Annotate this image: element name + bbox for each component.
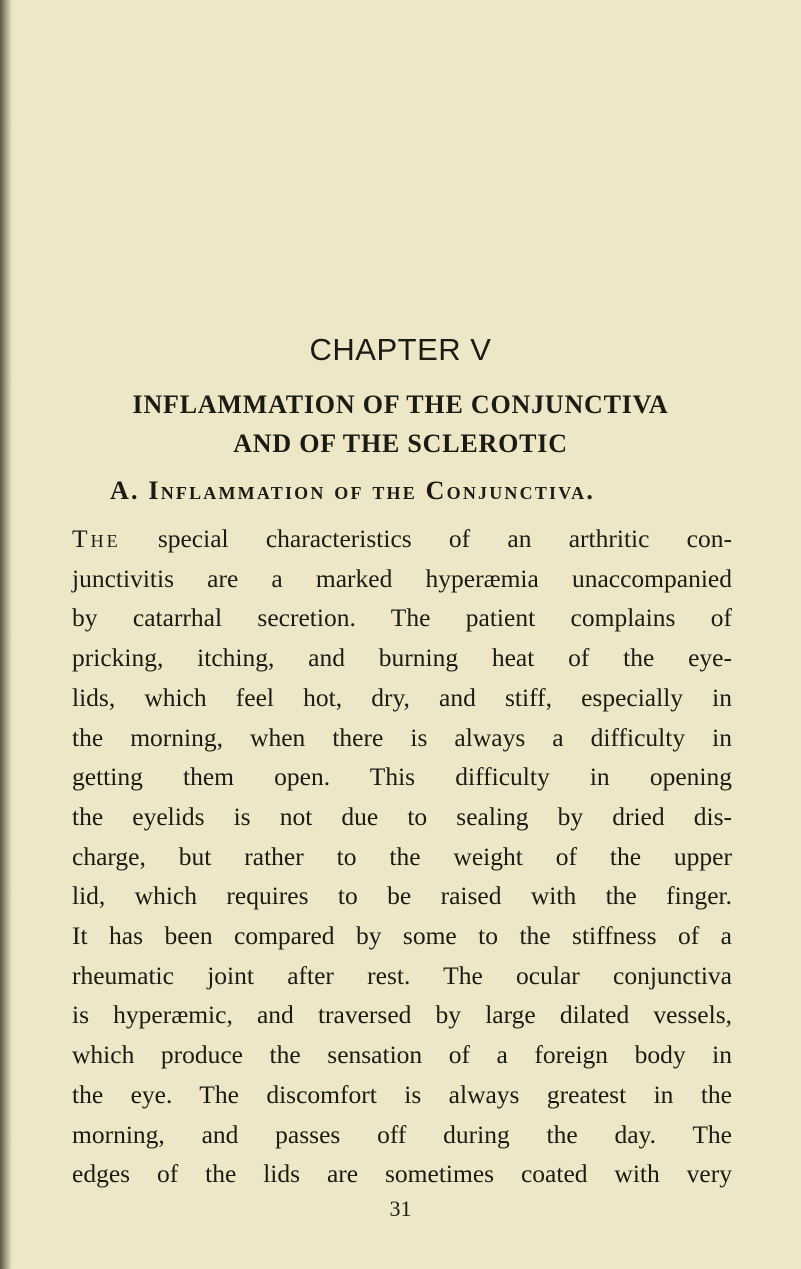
body-line: lids, which feel hot, dry, and stiff, especially in <box>72 682 732 712</box>
body-line: It has been compared by some to the stiffness of a <box>72 921 732 951</box>
body-line: morning, and passes off during the day. The <box>72 1119 732 1149</box>
chapter-title: CHAPTER V <box>309 332 492 367</box>
body-line: edges of the lids are sometimes coated with very <box>72 1159 732 1189</box>
body-line: junctivitis are a marked hyperæmia unaccompanied <box>72 563 732 593</box>
body-line: which produce the sensation of a foreign body in <box>72 1040 732 1070</box>
body-line: pricking, itching, and burning heat of the eye- <box>72 643 732 673</box>
body-line: lid, which requires to be raised with the finger. <box>72 881 732 911</box>
chapter-subtitle-line: INFLAMMATION OF THE CONJUNCTIVA <box>132 390 669 419</box>
body-line: getting them open. This difficulty in opening <box>72 762 732 792</box>
body-line: charge, but rather to the weight of the upper <box>72 841 732 871</box>
body-line: the morning, when there is always a difficulty in <box>72 722 732 752</box>
body-line: by catarrhal secretion. The patient complains of <box>72 603 732 633</box>
body-line: the eyelids is not due to sealing by dried dis- <box>72 801 732 831</box>
page-number: 31 <box>389 1196 412 1221</box>
body-line <box>72 519 732 559</box>
chapter-subtitle <box>0 385 801 463</box>
chapter-subtitle-line: AND OF THE SCLEROTIC <box>233 429 568 458</box>
body-line: is hyperæmic, and traversed by large dilated vessels, <box>72 1000 732 1030</box>
section-heading: A. Inflammation of the Conjunctiva. <box>110 476 596 505</box>
body-line: rheumatic joint after rest. The ocular conjunctiva <box>72 960 732 990</box>
lead-word: The <box>72 524 121 553</box>
body-line: the eye. The discomfort is always greatest in the <box>72 1079 732 1109</box>
body-line-text: special characteristics of an arthritic con- <box>120 524 732 553</box>
body-paragraph <box>72 519 732 1194</box>
